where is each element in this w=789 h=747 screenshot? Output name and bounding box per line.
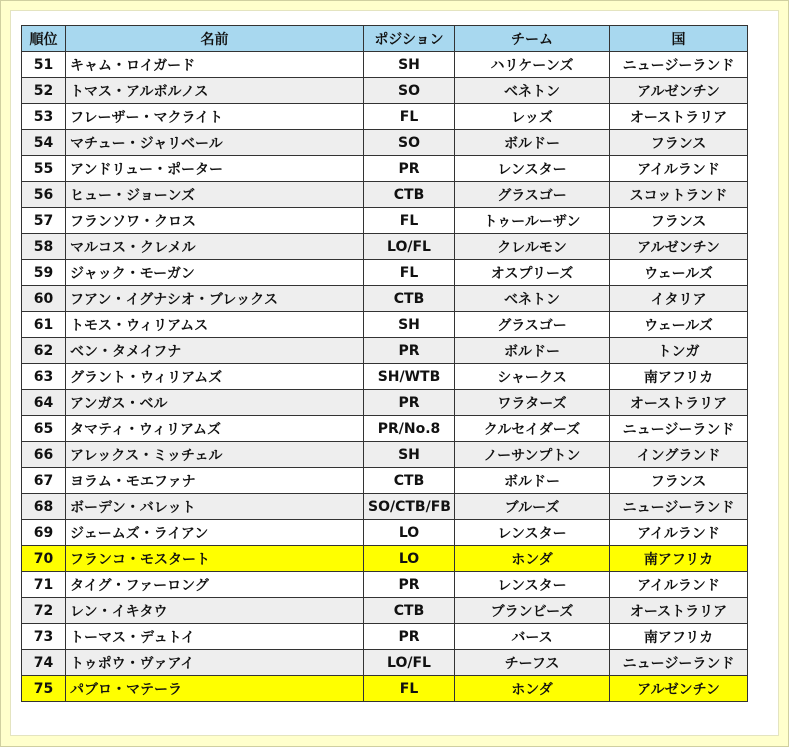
country-cell: オーストラリア <box>610 390 748 416</box>
table-row <box>22 624 748 650</box>
rank-cell: 62 <box>22 338 66 364</box>
table-row <box>22 676 748 702</box>
header-name: 名前 <box>66 26 364 52</box>
country-cell: フランス <box>610 208 748 234</box>
team-cell: トゥールーザン <box>455 208 610 234</box>
country-cell: フランス <box>610 130 748 156</box>
position-cell: SH <box>364 312 455 338</box>
team-cell: レンスター <box>455 572 610 598</box>
position-cell: SH <box>364 52 455 78</box>
team-cell: クルセイダーズ <box>455 416 610 442</box>
table-row <box>22 650 748 676</box>
name-cell: レン・イキタウ <box>66 598 364 624</box>
name-cell: アンガス・ベル <box>66 390 364 416</box>
rank-cell: 63 <box>22 364 66 390</box>
name-cell: キャム・ロイガード <box>66 52 364 78</box>
country-cell: イングランド <box>610 442 748 468</box>
name-cell: フランソワ・クロス <box>66 208 364 234</box>
position-cell: PR <box>364 390 455 416</box>
country-cell: アルゼンチン <box>610 234 748 260</box>
country-cell: フランス <box>610 468 748 494</box>
rank-cell: 66 <box>22 442 66 468</box>
country-cell: アイルランド <box>610 520 748 546</box>
table-row <box>22 208 748 234</box>
position-cell: PR <box>364 572 455 598</box>
rank-cell: 60 <box>22 286 66 312</box>
team-cell: クレルモン <box>455 234 610 260</box>
rank-cell: 75 <box>22 676 66 702</box>
table-row <box>22 468 748 494</box>
name-cell: ベン・タメイフナ <box>66 338 364 364</box>
team-cell: ハリケーンズ <box>455 52 610 78</box>
country-cell: アイルランド <box>610 156 748 182</box>
country-cell: 南アフリカ <box>610 364 748 390</box>
rank-cell: 68 <box>22 494 66 520</box>
country-cell: 南アフリカ <box>610 546 748 572</box>
country-cell: ニュージーランド <box>610 650 748 676</box>
position-cell: PR <box>364 624 455 650</box>
table-row <box>22 364 748 390</box>
rank-cell: 55 <box>22 156 66 182</box>
table-row <box>22 286 748 312</box>
name-cell: タイグ・ファーロング <box>66 572 364 598</box>
team-cell: レンスター <box>455 156 610 182</box>
position-cell: LO/FL <box>364 234 455 260</box>
team-cell: グラスゴー <box>455 312 610 338</box>
rank-cell: 53 <box>22 104 66 130</box>
name-cell: フアン・イグナシオ・ブレックス <box>66 286 364 312</box>
rank-cell: 59 <box>22 260 66 286</box>
name-cell: ボーデン・バレット <box>66 494 364 520</box>
team-cell: グラスゴー <box>455 182 610 208</box>
position-cell: FL <box>364 208 455 234</box>
team-cell: ブランビーズ <box>455 598 610 624</box>
position-cell: SO/CTB/FB <box>364 494 455 520</box>
team-cell: ボルドー <box>455 338 610 364</box>
team-cell: ノーサンプトン <box>455 442 610 468</box>
name-cell: トーマス・デュトイ <box>66 624 364 650</box>
team-cell: ホンダ <box>455 546 610 572</box>
position-cell: FL <box>364 104 455 130</box>
country-cell: ウェールズ <box>610 260 748 286</box>
table-row <box>22 442 748 468</box>
header-country: 国 <box>610 26 748 52</box>
position-cell: LO <box>364 546 455 572</box>
position-cell: SO <box>364 130 455 156</box>
table-row <box>22 546 748 572</box>
rank-cell: 61 <box>22 312 66 338</box>
name-cell: ヨラム・モエファナ <box>66 468 364 494</box>
rank-cell: 57 <box>22 208 66 234</box>
table-row <box>22 494 748 520</box>
table-row <box>22 130 748 156</box>
table-row <box>22 156 748 182</box>
country-cell: ニュージーランド <box>610 52 748 78</box>
team-cell: チーフス <box>455 650 610 676</box>
name-cell: フレーザー・マクライト <box>66 104 364 130</box>
rank-cell: 71 <box>22 572 66 598</box>
table-row <box>22 260 748 286</box>
position-cell: LO <box>364 520 455 546</box>
table-row <box>22 598 748 624</box>
rank-cell: 67 <box>22 468 66 494</box>
name-cell: アレックス・ミッチェル <box>66 442 364 468</box>
country-cell: ニュージーランド <box>610 416 748 442</box>
team-cell: ボルドー <box>455 130 610 156</box>
position-cell: PR/No.8 <box>364 416 455 442</box>
position-cell: CTB <box>364 468 455 494</box>
name-cell: パブロ・マテーラ <box>66 676 364 702</box>
header-rank: 順位 <box>22 26 66 52</box>
position-cell: FL <box>364 260 455 286</box>
table-row <box>22 312 748 338</box>
position-cell: CTB <box>364 598 455 624</box>
country-cell: ニュージーランド <box>610 494 748 520</box>
team-cell: ベネトン <box>455 286 610 312</box>
team-cell: バース <box>455 624 610 650</box>
name-cell: トモス・ウィリアムス <box>66 312 364 338</box>
country-cell: アイルランド <box>610 572 748 598</box>
name-cell: トマス・アルボルノス <box>66 78 364 104</box>
team-cell: ブルーズ <box>455 494 610 520</box>
name-cell: ジャック・モーガン <box>66 260 364 286</box>
table-row <box>22 182 748 208</box>
position-cell: LO/FL <box>364 650 455 676</box>
team-cell: レンスター <box>455 520 610 546</box>
country-cell: イタリア <box>610 286 748 312</box>
rank-cell: 56 <box>22 182 66 208</box>
country-cell: オーストラリア <box>610 598 748 624</box>
country-cell: スコットランド <box>610 182 748 208</box>
name-cell: ヒュー・ジョーンズ <box>66 182 364 208</box>
table-row <box>22 78 748 104</box>
table-row <box>22 52 748 78</box>
position-cell: SH <box>364 442 455 468</box>
team-cell: ボルドー <box>455 468 610 494</box>
country-cell: トンガ <box>610 338 748 364</box>
name-cell: マルコス・クレメル <box>66 234 364 260</box>
country-cell: オーストラリア <box>610 104 748 130</box>
team-cell: レッズ <box>455 104 610 130</box>
ranking-table <box>21 25 748 702</box>
team-cell: ベネトン <box>455 78 610 104</box>
position-cell: CTB <box>364 182 455 208</box>
team-cell: ワラターズ <box>455 390 610 416</box>
table-row <box>22 416 748 442</box>
position-cell: SH/WTB <box>364 364 455 390</box>
rank-cell: 64 <box>22 390 66 416</box>
table-row <box>22 520 748 546</box>
name-cell: アンドリュー・ポーター <box>66 156 364 182</box>
position-cell: CTB <box>364 286 455 312</box>
name-cell: フランコ・モスタート <box>66 546 364 572</box>
country-cell: アルゼンチン <box>610 78 748 104</box>
table-row <box>22 572 748 598</box>
rank-cell: 54 <box>22 130 66 156</box>
country-cell: アルゼンチン <box>610 676 748 702</box>
rank-cell: 51 <box>22 52 66 78</box>
rank-cell: 73 <box>22 624 66 650</box>
rank-cell: 74 <box>22 650 66 676</box>
header-team: チーム <box>455 26 610 52</box>
table-row <box>22 104 748 130</box>
team-cell: シャークス <box>455 364 610 390</box>
name-cell: タマティ・ウィリアムズ <box>66 416 364 442</box>
name-cell: マチュー・ジャリベール <box>66 130 364 156</box>
rank-cell: 58 <box>22 234 66 260</box>
rank-cell: 69 <box>22 520 66 546</box>
rank-cell: 65 <box>22 416 66 442</box>
name-cell: ジェームズ・ライアン <box>66 520 364 546</box>
country-cell: ウェールズ <box>610 312 748 338</box>
position-cell: SO <box>364 78 455 104</box>
name-cell: トゥポウ・ヴァアイ <box>66 650 364 676</box>
table-header-row <box>22 26 748 52</box>
rank-cell: 70 <box>22 546 66 572</box>
team-cell: ホンダ <box>455 676 610 702</box>
rank-cell: 52 <box>22 78 66 104</box>
rank-cell: 72 <box>22 598 66 624</box>
position-cell: PR <box>364 338 455 364</box>
table-row <box>22 338 748 364</box>
name-cell: グラント・ウィリアムズ <box>66 364 364 390</box>
position-cell: PR <box>364 156 455 182</box>
table-body <box>22 52 748 702</box>
position-cell: FL <box>364 676 455 702</box>
table-row <box>22 234 748 260</box>
table-row <box>22 390 748 416</box>
team-cell: オスプリーズ <box>455 260 610 286</box>
country-cell: 南アフリカ <box>610 624 748 650</box>
header-position: ポジション <box>364 26 455 52</box>
